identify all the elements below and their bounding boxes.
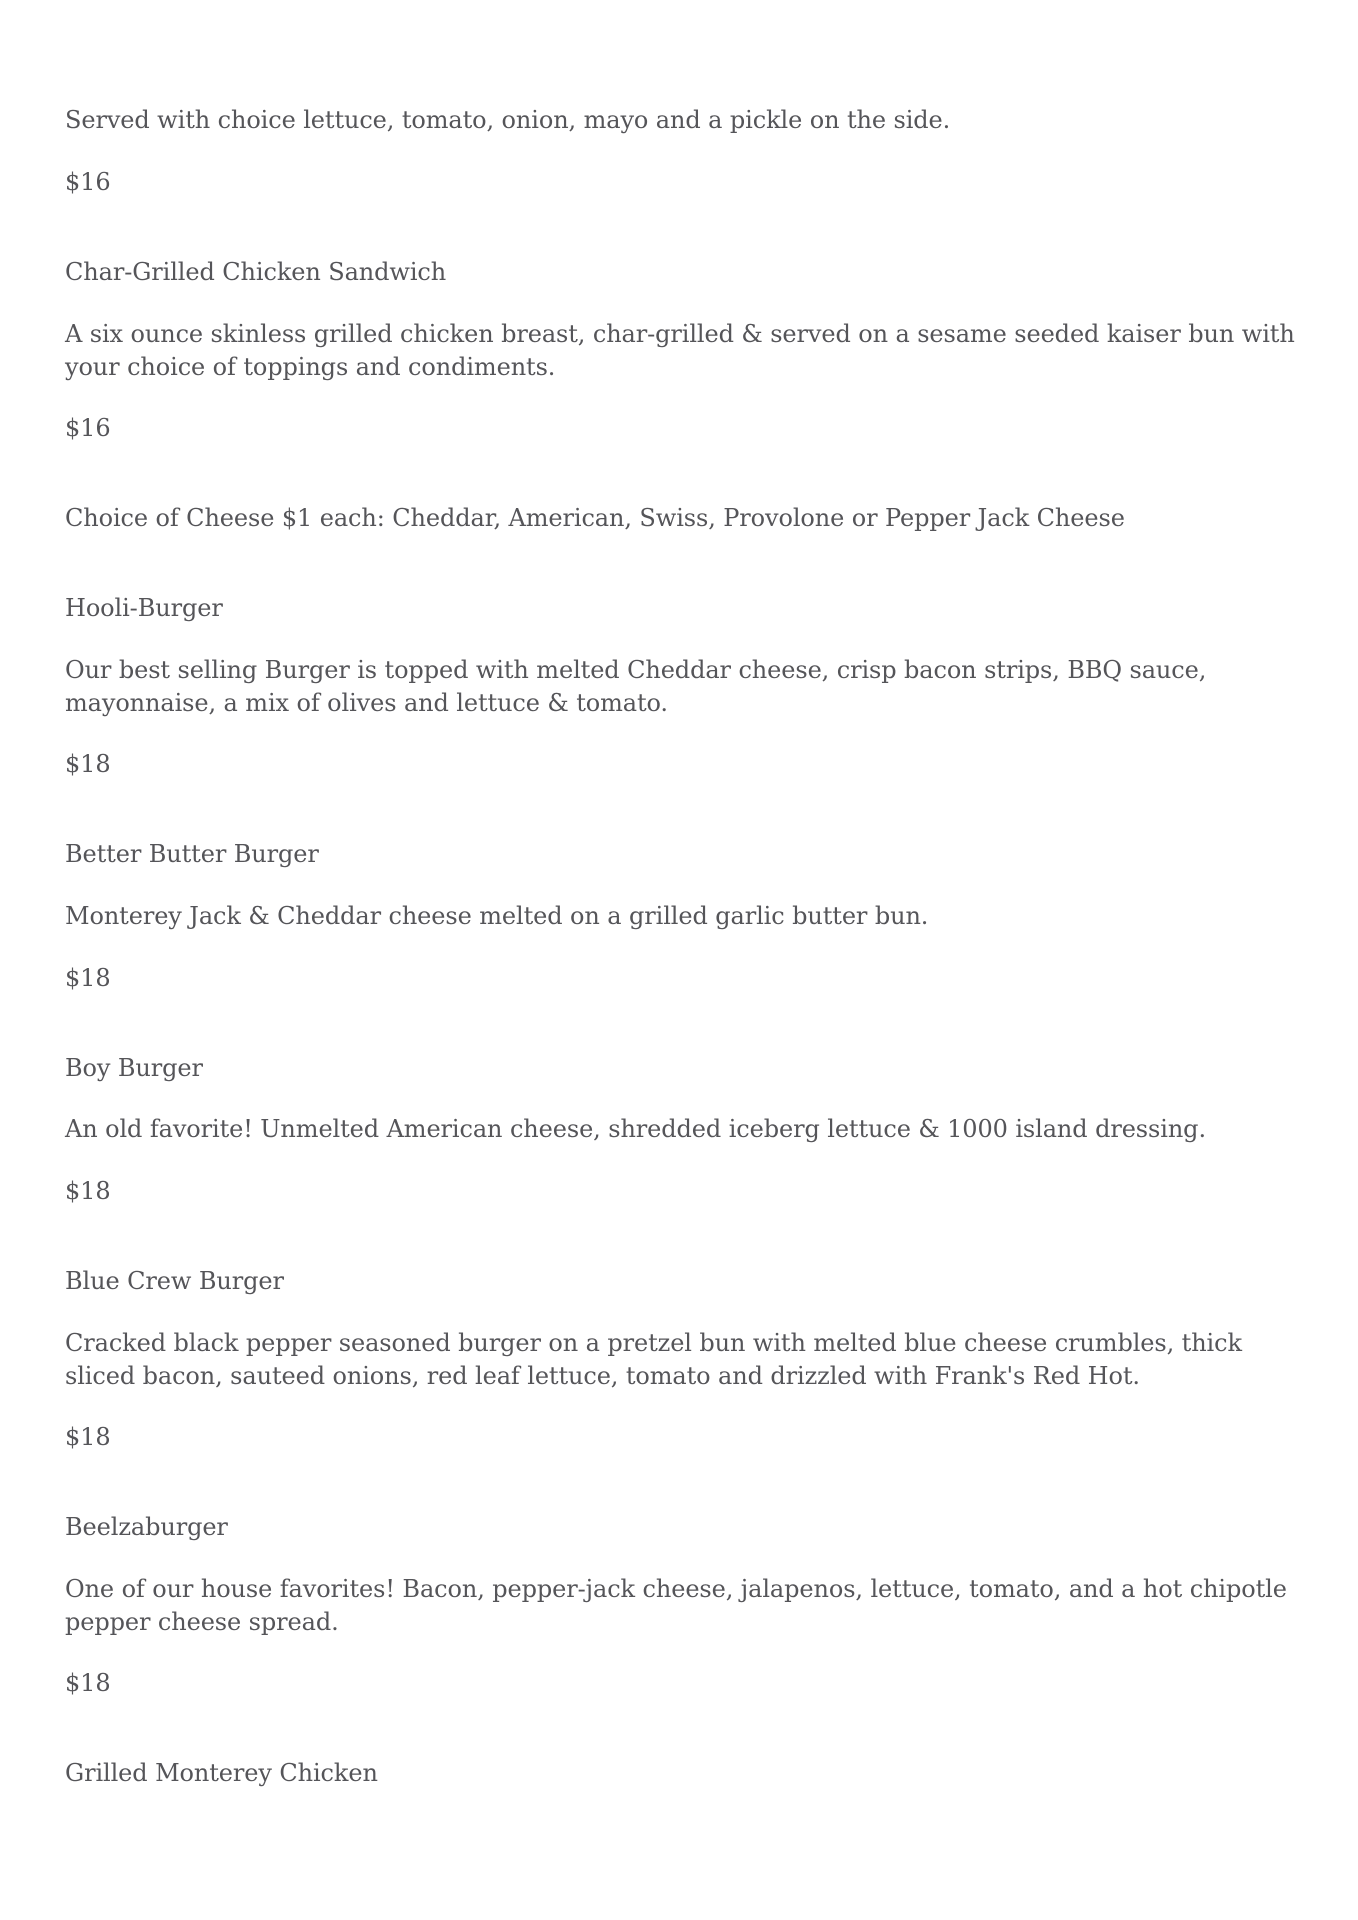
item-desc-beelzaburger: One of our house favorites! Bacon, pepper-jack cheese, jalapenos, lettuce, tomato, and a hot chipotle pepper cheese spread.: [65, 1575, 1287, 1636]
item-price-blue-crew-burger: $18: [65, 1423, 111, 1451]
item-name-beelzaburger: Beelzaburger: [65, 1513, 228, 1541]
item-desc-better-butter-burger: Monterey Jack & Cheddar cheese melted on a grilled garlic butter bun.: [65, 902, 929, 930]
item-desc-blue-crew-burger: Cracked black pepper seasoned burger on a pretzel bun with melted blue cheese crumbles, thick sliced bacon, sauteed onions, red leaf lettuce, tomato and drizzled with Frank's Red Hot.: [65, 1329, 1242, 1390]
item-price-boy-burger: $18: [65, 1177, 111, 1205]
item-name-hooli-burger: Hooli-Burger: [65, 594, 223, 622]
item-name-boy-burger: Boy Burger: [65, 1054, 203, 1082]
item-price-hooli-burger: $18: [65, 750, 111, 778]
item-name-char-grilled-chicken: Char-Grilled Chicken Sandwich: [65, 258, 447, 286]
intro-price: $16: [65, 168, 111, 196]
item-price-char-grilled-chicken: $16: [65, 414, 111, 442]
item-desc-hooli-burger: Our best selling Burger is topped with melted Cheddar cheese, crisp bacon strips, BBQ sauce, mayonnaise, a mix of olives and lettuce & tomato.: [65, 656, 1207, 717]
item-name-blue-crew-burger: Blue Crew Burger: [65, 1267, 284, 1295]
item-name-grilled-monterey-chicken: Grilled Monterey Chicken: [65, 1759, 378, 1787]
item-price-better-butter-burger: $18: [65, 964, 111, 992]
item-name-better-butter-burger: Better Butter Burger: [65, 840, 319, 868]
item-price-beelzaburger: $18: [65, 1669, 111, 1697]
item-desc-char-grilled-chicken: A six ounce skinless grilled chicken breast, char-grilled & served on a sesame seeded kaiser bun with your choice of toppings and condiments.: [65, 320, 1295, 381]
item-desc-boy-burger: An old favorite! Unmelted American cheese, shredded iceberg lettuce & 1000 island dressing.: [65, 1115, 1206, 1143]
cheese-options-note: Choice of Cheese $1 each: Cheddar, American, Swiss, Provolone or Pepper Jack Cheese: [65, 504, 1125, 532]
intro-description: Served with choice lettuce, tomato, onion, mayo and a pickle on the side.: [65, 106, 951, 134]
